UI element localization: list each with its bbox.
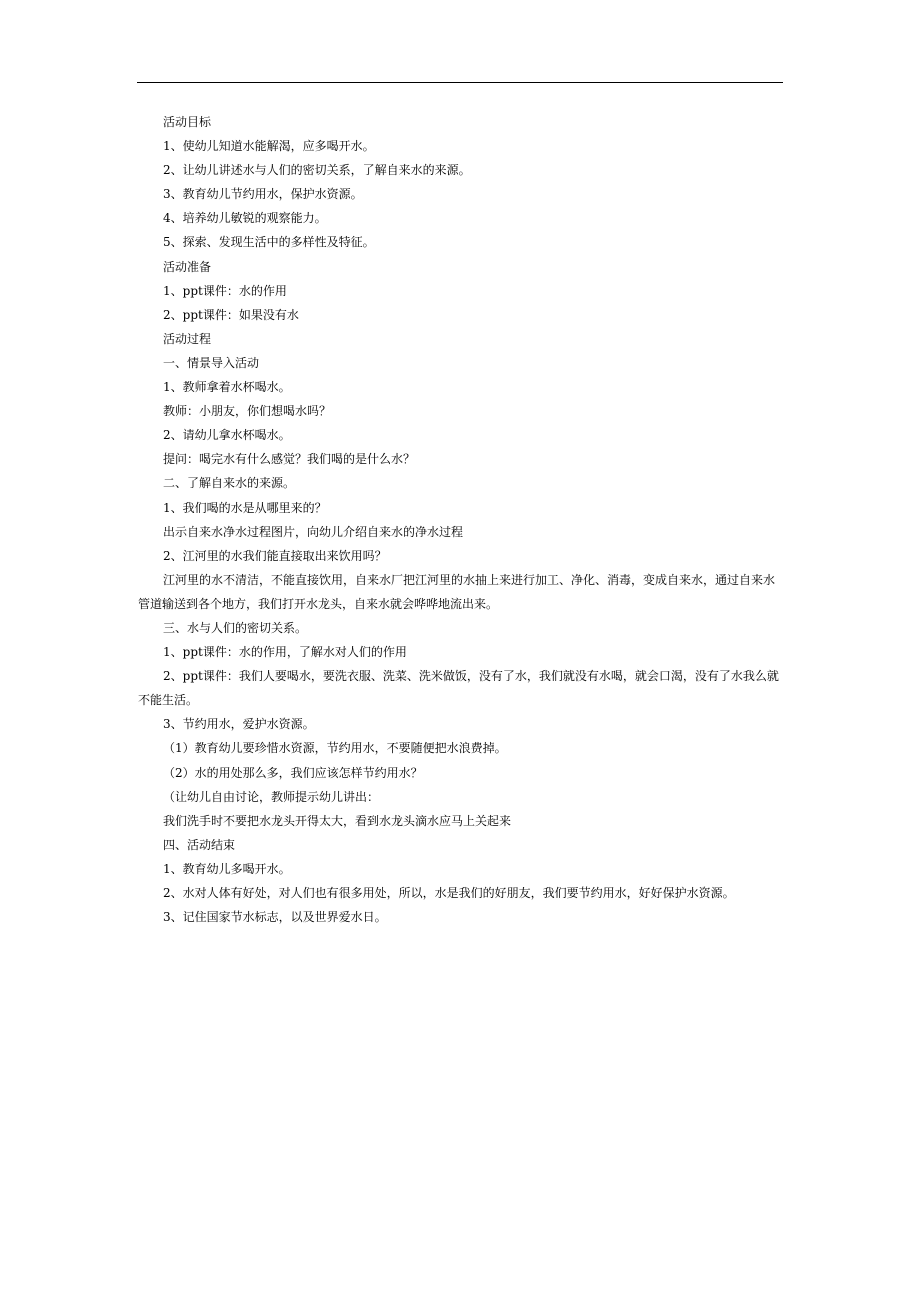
paragraph: 我们洗手时不要把水龙头开得太大，看到水龙头滴水应马上关起来 — [163, 813, 512, 828]
paragraph: 出示自来水净水过程图片，向幼儿介绍自来水的净水过程 — [163, 524, 464, 539]
paragraph: 3、节约用水，爱护水资源。 — [163, 717, 315, 732]
paragraph: 2、ppt课件：如果没有水 — [163, 307, 299, 322]
paragraph: （1）教育幼儿要珍惜水资源，节约用水，不要随便把水浪费掉。 — [163, 741, 507, 756]
paragraph: （2）水的用处那么多，我们应该怎样节约用水？ — [163, 765, 423, 780]
paragraph: 1、使幼儿知道水能解渴，应多喝开水。 — [163, 139, 375, 154]
paragraph: 1、ppt课件：水的作用 — [163, 283, 287, 298]
paragraph: 2、让幼儿讲述水与人们的密切关系，了解自来水的来源。 — [163, 163, 471, 178]
paragraph: 2、水对人体有好处，对人们也有很多用处，所以，水是我们的好朋友，我们要节约用水，好好保护水资源。 — [163, 886, 735, 900]
subsection-heading: 四、活动结束 — [163, 837, 236, 852]
paragraph: 2、ppt课件：我们人要喝水，要洗衣服、洗菜、洗米做饭，没有了水，我们就没有水喝，就会口渴，没有了水我么就不能生活。 — [138, 669, 779, 708]
paragraph: 1、ppt课件：水的作用，了解水对人们的作用 — [163, 645, 407, 660]
section-heading-preparation: 活动准备 — [163, 259, 212, 274]
subsection-heading: 三、水与人们的密切关系。 — [163, 620, 308, 635]
subsection-heading: 二、了解自来水的来源。 — [163, 476, 296, 491]
paragraph: 3、教育幼儿节约用水，保护水资源。 — [163, 187, 363, 202]
paragraph: 3、记住国家节水标志，以及世界爱水日。 — [163, 910, 387, 925]
paragraph: 1、教育幼儿多喝开水。 — [163, 861, 291, 876]
paragraph: 教师：小朋友，你们想喝水吗？ — [163, 404, 332, 419]
paragraph: 4、培养幼儿敏锐的观察能力。 — [163, 211, 327, 226]
section-heading-process: 活动过程 — [163, 331, 212, 346]
paragraph: 2、请幼儿拿水杯喝水。 — [163, 428, 291, 443]
paragraph: 提问：喝完水有什么感觉？我们喝的是什么水？ — [163, 452, 416, 467]
paragraph: 5、探索、发现生活中的多样性及特征。 — [163, 235, 375, 250]
document-body — [138, 110, 784, 929]
paragraph: 1、教师拿着水杯喝水。 — [163, 380, 291, 395]
paragraph: （让幼儿自由讨论，教师提示幼儿讲出： — [163, 789, 380, 804]
section-heading-goals: 活动目标 — [163, 115, 212, 129]
header-rule — [137, 82, 783, 83]
subsection-heading: 一、情景导入活动 — [163, 355, 260, 370]
paragraph: 1、我们喝的水是从哪里来的？ — [163, 500, 327, 515]
paragraph: 2、江河里的水我们能直接取出来饮用吗？ — [163, 548, 387, 563]
paragraph: 江河里的水不清洁，不能直接饮用，自来水厂把江河里的水抽上来进行加工、净化、消毒，变成自来水，通过自来水管道输送到各个地方，我们打开水龙头，自来水就会哗哗地流出来。 — [138, 572, 776, 611]
